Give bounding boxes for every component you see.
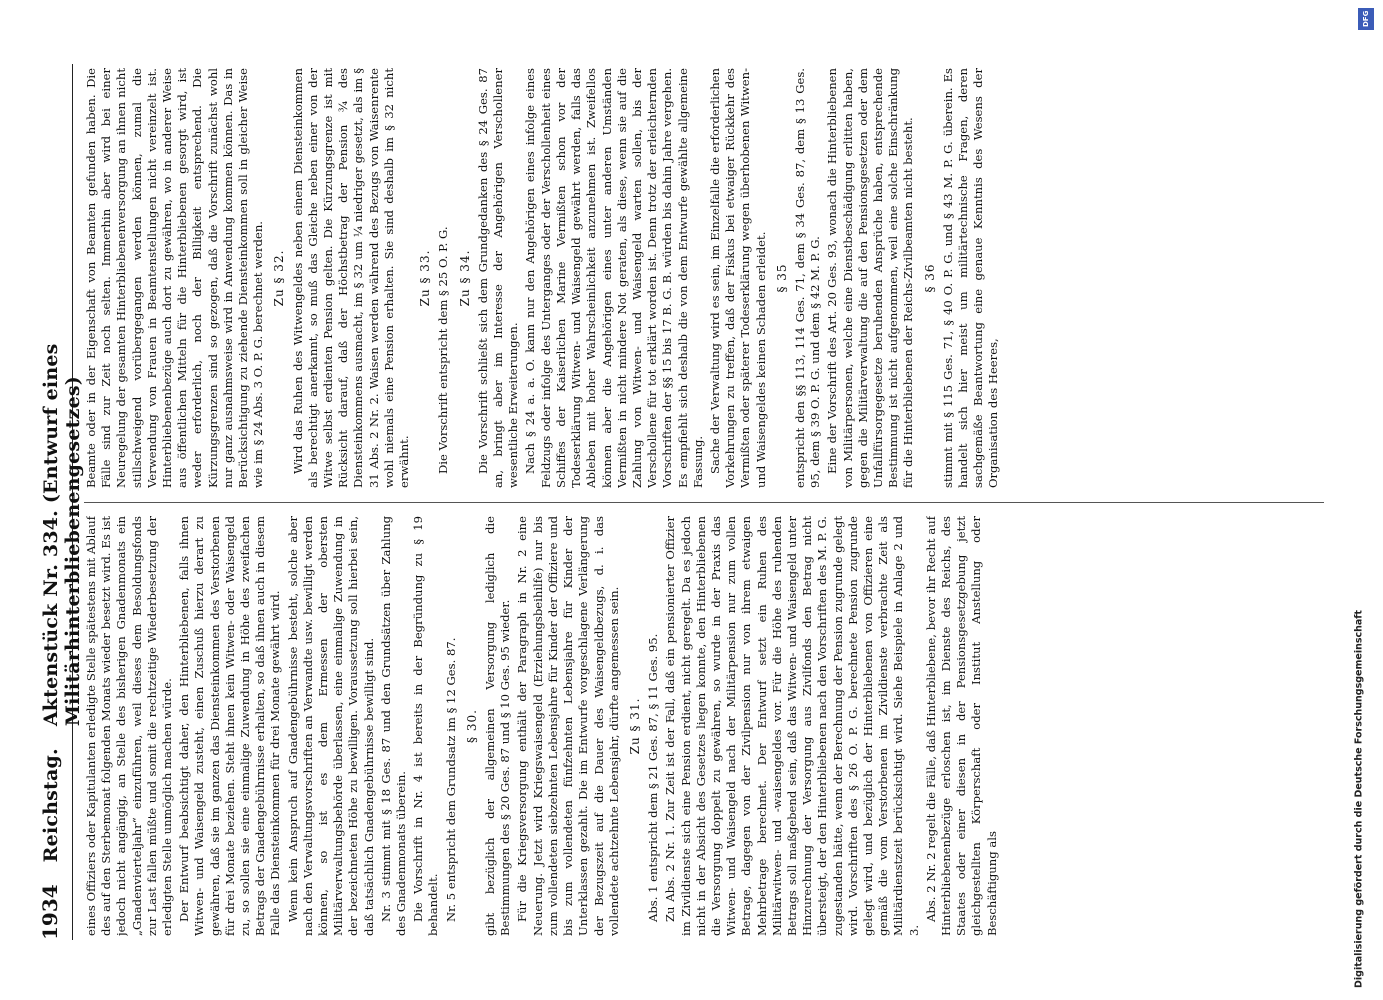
paragraph: gibt bezüglich der allgemeinen Versorgung lediglich die Bestimmungen des § 20 Ges. 87 und § 10 Ges. 95 wieder. — [483, 516, 513, 936]
paragraph: Beamte oder in der Eigenschaft von Beamten gefunden haben. Die Fälle sind zur Zeit noch selten. Immerhin aber wird bei einer Neuregelung der gesamten Hinterbliebenenversorgung an ihnen nicht stillschweigend vorübergegangen werden können, zumal die Verwendung von Frauen in Beamtenstellungen nicht vereinzelt ist. Hinterbliebenenbezüge auch dort zu gewähren, wo in anderer Weise aus öffentlichen Mitteln für die Hinterbliebenen gesorgt wird, ist weder erforderlich, noch der Billigkeit entsprechend. Die Kürzungsgrenzen sind so gezogen, daß die Vorschrift zunächst wohl nur ganz ausnahmsweise wird in Anwendung kommen können. Das in Berücksichtigung zu ziehende Diensteinkommen soll in gleicher Weise wie im § 24 Abs. 3 O. P. G. berechnet werden. — [84, 68, 266, 488]
left-column — [84, 516, 1334, 936]
column-divider — [84, 502, 1324, 503]
paragraph: Wenn kein Anspruch auf Gnadengebührnisse besteht, solche aber nach den Verwaltungsvorschriften an Verwandte usw. bewilligt werden können, so ist es dem Ermessen der obersten Militärverwaltungsbehörde überlassen, eine einmalige Zuwendung in der bezeichneten Höhe zu bewilligen. Voraussetzung soll hierbei sein, daß tatsächlich Gnadengebührnisse bewilligt sind. — [285, 516, 376, 936]
paragraph: eines Offiziers oder Kapitulanten erledigte Stelle spätestens mit Ablauf des auf den Sterbemonat folgenden Monats wieder besetzt wird. Es ist jedoch nicht angängig, an Stelle des bisherigen Gnadenmonats ein „Gnadenvierteljahr“ einzuführen, weil dieses dem Besoldungsfonds zur Last fallen müßte und somit die rechtzeitige Wiederbesetzung der erledigten Stelle unmöglich machen würde. — [84, 516, 175, 936]
header-title: Aktenstück Nr. 334. (Entwurf eines Militärhinterbliebenengesetzes) — [40, 343, 84, 727]
paragraph: Für die Kriegsversorgung enthält der Paragraph in Nr. 2 eine Neuerung. Jetzt wird Kriegswaisengeld (Erziehungsbeihilfe) nur bis zum vollendeten siebzehnten Lebensjahre für Kinder der Offiziere und bis zum vollendeten fünfzehnten Lebensjahre für Kinder der Unterklassen gezahlt. Die im Entwurfe vorgeschlagene Verlängerung der Bezugszeit auf die Dauer des Waisengeldbezugs, d. i. das vollendete achtzehnte Lebensjahr, dürfte angemessen sein. — [515, 516, 621, 936]
paragraph: Der Entwurf beabsichtigt daher, den Hinterbliebenen, falls ihnen Witwen- und Waisengeld zusteht, einen Zuschuß hierzu derart zu gewähren, daß sie im ganzen das Diensteinkommen des Verstorbenen für drei Monate beziehen. Steht ihnen kein Witwen- oder Waisengeld zu, so sollen sie eine einmalige Zuwendung in Höhe des zweifachen Betrags der Gnadengebührnisse erhalten, so daß ihnen auch in diesem Falle das Diensteinkommen für drei Monate gewährt wird. — [177, 516, 283, 936]
paragraph: Die Vorschrift in Nr. 4 ist bereits in der Begründung zu § 19 behandelt. — [411, 516, 441, 936]
paragraph: Die Vorschrift entspricht dem § 25 O. P. G. — [436, 226, 451, 474]
section-heading: Zu § 34. — [457, 249, 472, 307]
paragraph: Zu Abs. 2 Nr. 1. Zur Zeit ist der Fall, daß ein pensionierter Offizier im Zivildienste sich eine Pension erdient, nicht geregelt. Da es jedoch nicht in der Absicht des Gesetzes liegen konnte, den Hinterbliebenen die Versorgung doppelt zu gewähren, so wurde in der Praxis das Witwen- und Waisengeld nach der Militärpension nur zum vollen Betrage, dagegen von der Zivilpension nur von ihrem etwaigen Mehrbetrage berechnet. Der Entwurf setzt ein Ruhen des Militärwitwen- und -waisengeldes vor. Für die Höhe des ruhenden Betrags soll maßgebend sein, daß das Witwen- und Waisengeld unter Hinzurechnung der Versorgung aus Zivilfonds den Betrag nicht übersteigt, der den Hinterbliebenen nach den Vorschriften des M. P. G. zugestanden hätte, wenn der Berechnung der Pension zugrunde gelegt wird. Vorschriften des § 26 O. P. G. berechnete Pension zugrunde gelegt wird, und bezüglich der Hinterbliebenen von Offizieren eine gemäß die vom Verstorbenen im Zivildienste verbrachte Zeit als Militärdienstzeit berücksichtigt wird. Siehe Beispiele in Anlage 2 und 3. — [663, 516, 921, 936]
header-label: Reichstag. — [40, 748, 62, 863]
dfg-logo: DFG — [1358, 8, 1374, 30]
page-number: 1934 — [38, 884, 62, 940]
paragraph: stimmt mit § 115 Ges. 71, § 40 O. P. G. und § 43 M. P. G. überein. Es handelt sich hier meist um militärtechnische Fragen, deren sachgemäße Beantwortung eine genaue Kenntnis des Wesens der Organisation des Heeres, — [940, 68, 1001, 488]
right-column — [84, 68, 1334, 488]
paragraph: Abs. 2 Nr. 2 regelt die Fälle, daß Hinterbliebene, bevor ihr Recht auf Hinterbliebenenbezüge erloschen ist, im Dienste des Reichs, des Staates oder einer diesen in der Pensionsgesetzgebung jetzt gleichgestellten Körperschaft oder Institut Anstellung oder Beschäftigung als — [923, 516, 999, 936]
section-heading: Zu § 33. — [418, 249, 433, 307]
section-heading: § 35 — [774, 263, 789, 293]
section-heading: Zu § 32. — [272, 249, 287, 307]
paragraph: Nr. 5 entspricht dem Grundsatz im § 12 Ges. 87. — [443, 637, 458, 922]
digitization-credit: Digitalisierung gefördert durch die Deutsche Forschungsgemeinschaft — [1353, 610, 1365, 988]
paragraph: Nach § 24 a. a. O. kann nur den Angehörigen eines infolge eines Feldzugs oder infolge des Unterganges oder der Verschollenheit eines Schiffes der Kaiserlichen Marine Vermißten schon vor der Todeserklärung Witwen- und Waisengeld gewährt werden, falls das Ableben mit hoher Wahrscheinlichkeit anzunehmen ist. Zweifellos können aber die Angehörigen eines unter anderen Umständen Vermißten in nicht mindere Not geraten, als diese, wenn sie auf die Zahlung von Witwen- und Waisengeld warten sollen, bis der Verschollene für tot erklärt worden ist. Denn trotz der erleichternden Vorschriften der §§ 15 bis 17 B. G. B. würden bis dahin Jahre vergehen. Es empfiehlt sich deshalb die von dem Entwurfe gewählte allgemeine Fassung. — [523, 68, 705, 488]
page-header — [38, 64, 84, 940]
paragraph: Wird das Ruhen des Witwengeldes neben einem Diensteinkommen als berechtigt anerkannt, so muß das Gleiche neben einer von der Witwe selbst erdienten Pension gelten. Die Kürzungsgrenze ist mit Rücksicht darauf, daß der Höchstbetrag der Pension ¾ des Diensteinkommens ausmacht, im § 32 um ¼ niedriger gesetzt, als im § 31 Abs. 2 Nr. 2. Waisen werden während des Bezugs von Waisenrente wohl niemals eine Pension erhalten. Sie sind deshalb im § 32 nicht erwähnt. — [290, 68, 412, 488]
paragraph: Eine der Vorschrift des Art. 20 Ges. 93, wonach die Hinterbliebenen von Militärpersonen, welche eine Dienstbeschädigung erlitten haben, gegen die Militärverwaltung die auf den Pensionsgesetzen oder dem Unfallfürsorgegesetze beruhenden Ansprüche haben, entsprechende Bestimmung ist nicht aufgenommen, weil eine solche Einschränkung für die Hinterbliebenen der Reichs-Zivilbeamten nicht besteht. — [825, 68, 916, 488]
section-heading: § 36 — [922, 263, 937, 293]
paragraph: Die Vorschrift schließt sich dem Grundgedanken des § 24 Ges. 87 an, bringt aber im Interesse der Angehörigen Verschollener wesentliche Erweiterungen. — [475, 68, 521, 488]
paragraph: entspricht den §§ 113, 114 Ges. 71, dem § 34 Ges. 87, dem § 13 Ges. 95, dem § 39 O. P. G. und dem § 42 M. P. G. — [792, 68, 823, 488]
paragraph: Abs. 1 entspricht dem § 21 Ges. 87, § 11 Ges. 95. — [646, 633, 661, 922]
paragraph: Nr. 3 stimmt mit § 18 Ges. 87 und den Grundsätzen über Zahlung des Gnadenmonats überein. — [378, 516, 409, 936]
section-heading: Zu § 31. — [627, 697, 642, 755]
paragraph: Sache der Verwaltung wird es sein, im Einzelfalle die erforderlichen Vorkehrungen zu treffen, daß der Fiskus bei etwaiger Rückkehr des Vermißten oder späterer Todeserklärung wegen überhobenen Witwen- und Waisengeldes keinen Schaden erleidet. — [707, 68, 768, 488]
section-heading: § 30. — [464, 709, 479, 743]
